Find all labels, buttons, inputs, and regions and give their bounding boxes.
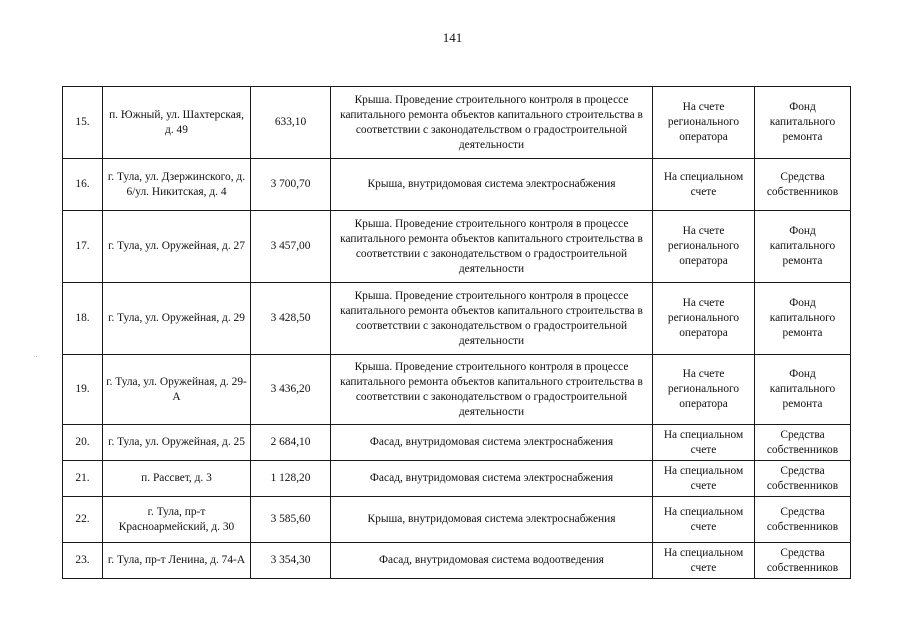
area-cell: 3 457,00 [251, 211, 331, 283]
address-cell: г. Тула, ул. Дзержинского, д. 6/ул. Никитская, д. 4 [103, 159, 251, 211]
works-cell: Крыша, внутридомовая система электроснабжения [331, 159, 653, 211]
address-cell: г. Тула, ул. Оружейная, д. 25 [103, 425, 251, 461]
works-cell: Фасад, внутридомовая система электроснабжения [331, 461, 653, 497]
funding-source-cell: Фонд капитального ремонта [755, 211, 851, 283]
account-type-cell: На специальном счете [653, 425, 755, 461]
table-row [63, 283, 851, 355]
table-row [63, 87, 851, 159]
area-cell: 3 436,20 [251, 355, 331, 425]
address-cell: г. Тула, ул. Оружейная, д. 27 [103, 211, 251, 283]
works-cell: Крыша, внутридомовая система электроснабжения [331, 497, 653, 543]
row-number: 22. [63, 497, 103, 543]
works-cell: Фасад, внутридомовая система электроснабжения [331, 425, 653, 461]
table-row [63, 425, 851, 461]
works-cell: Крыша. Проведение строительного контроля в процессе капитального ремонта объектов капитального строительства в соответствии с законодательством о градостроительной деятельности [331, 355, 653, 425]
works-cell: Крыша. Проведение строительного контроля в процессе капитального ремонта объектов капитального строительства в соответствии с законодательством о градостроительной деятельности [331, 211, 653, 283]
table-row [63, 355, 851, 425]
account-type-cell: На счете регионального оператора [653, 211, 755, 283]
funding-source-cell: Средства собственников [755, 497, 851, 543]
area-cell: 633,10 [251, 87, 331, 159]
account-type-cell: На счете регионального оператора [653, 87, 755, 159]
table-row [63, 159, 851, 211]
table-row [63, 461, 851, 497]
address-cell: п. Южный, ул. Шахтерская, д. 49 [103, 87, 251, 159]
page-number: 141 [442, 30, 463, 45]
table-row [63, 497, 851, 543]
row-number: 19. [63, 355, 103, 425]
account-type-cell: На счете регионального оператора [653, 355, 755, 425]
account-type-cell: На специальном счете [653, 497, 755, 543]
row-number: 18. [63, 283, 103, 355]
funding-source-cell: Средства собственников [755, 543, 851, 579]
funding-source-cell: Фонд капитального ремонта [755, 87, 851, 159]
row-number: 16. [63, 159, 103, 211]
funding-source-cell: Фонд капитального ремонта [755, 355, 851, 425]
works-cell: Фасад, внутридомовая система водоотведения [331, 543, 653, 579]
capital-repair-table [62, 86, 851, 579]
funding-source-cell: Средства собственников [755, 159, 851, 211]
address-cell: г. Тула, ул. Оружейная, д. 29-А [103, 355, 251, 425]
funding-source-cell: Средства собственников [755, 425, 851, 461]
area-cell: 1 128,20 [251, 461, 331, 497]
scan-artifact-dot [36, 356, 37, 357]
area-cell: 3 700,70 [251, 159, 331, 211]
table-row [63, 211, 851, 283]
row-number: 15. [63, 87, 103, 159]
works-cell: Крыша. Проведение строительного контроля в процессе капитального ремонта объектов капитального строительства в соответствии с законодательством о градостроительной деятельности [331, 87, 653, 159]
row-number: 17. [63, 211, 103, 283]
area-cell: 3 354,30 [251, 543, 331, 579]
account-type-cell: На счете регионального оператора [653, 283, 755, 355]
account-type-cell: На специальном счете [653, 159, 755, 211]
row-number: 20. [63, 425, 103, 461]
account-type-cell: На специальном счете [653, 543, 755, 579]
table-row [63, 543, 851, 579]
address-cell: г. Тула, пр-т Красноармейский, д. 30 [103, 497, 251, 543]
address-cell: г. Тула, пр-т Ленина, д. 74-А [103, 543, 251, 579]
address-cell: п. Рассвет, д. 3 [103, 461, 251, 497]
funding-source-cell: Средства собственников [755, 461, 851, 497]
area-cell: 3 585,60 [251, 497, 331, 543]
area-cell: 3 428,50 [251, 283, 331, 355]
address-cell: г. Тула, ул. Оружейная, д. 29 [103, 283, 251, 355]
area-cell: 2 684,10 [251, 425, 331, 461]
row-number: 23. [63, 543, 103, 579]
funding-source-cell: Фонд капитального ремонта [755, 283, 851, 355]
account-type-cell: На специальном счете [653, 461, 755, 497]
row-number: 21. [63, 461, 103, 497]
works-cell: Крыша. Проведение строительного контроля в процессе капитального ремонта объектов капитального строительства в соответствии с законодательством о градостроительной деятельности [331, 283, 653, 355]
